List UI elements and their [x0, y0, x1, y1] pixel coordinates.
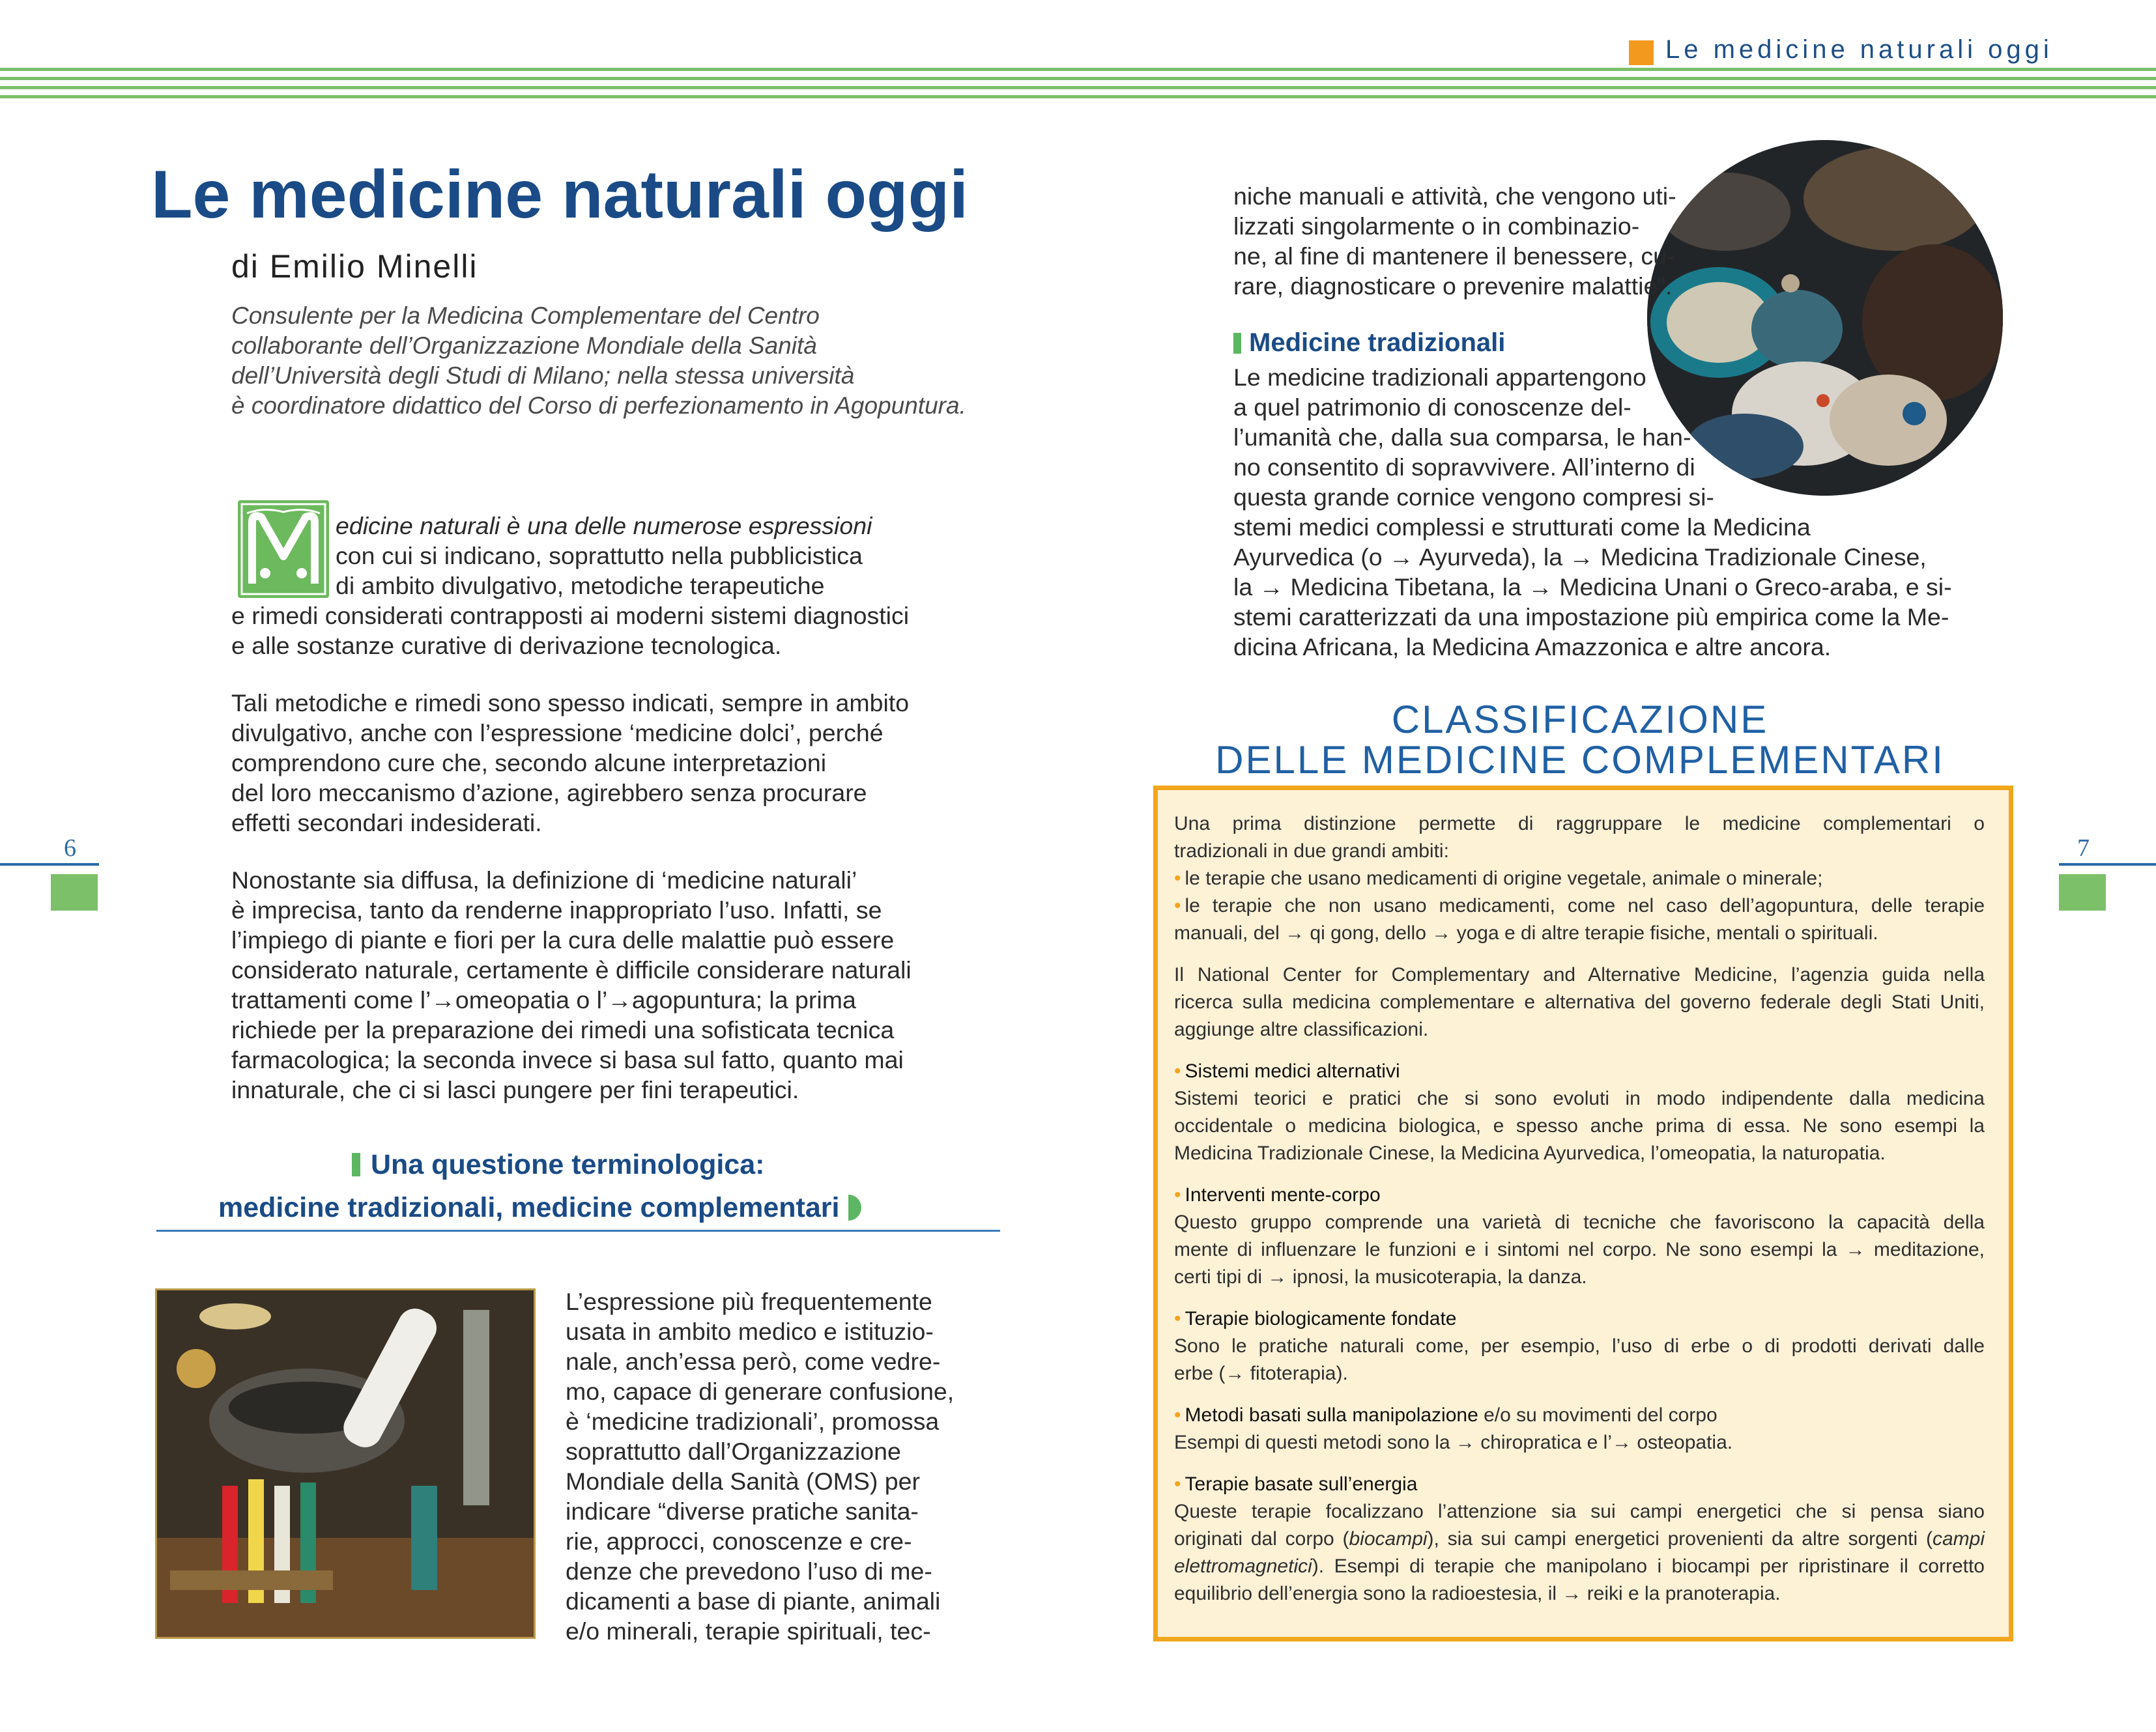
header-stripe [0, 95, 2156, 98]
bullet-icon: • [1174, 1473, 1181, 1495]
page-number-right: 7 [2077, 834, 2090, 862]
header-stripe [0, 77, 2156, 80]
section-heading-line2: medicine tradizionali, medicine complementari [218, 1192, 861, 1224]
paragraph-definizione: Nonostante sia diffusa, la definizione di ‘medicine naturali’ è imprecisa, tanto da renderne inappropriato l’uso. Infatti, se l’impiego di piante e fiori per la cura delle malattie può essere considerato naturale, certamente è difficile considerare naturali trattamenti come l’→omeopatia o l’→agopuntura; la prima richiede per la preparazione dei rimedi una sofisticata tecnica farmacologica; la seconda invece si basa sul fatto, quanto mai innaturale, che ci si lasci pungere per fini terapeutici. [231, 866, 912, 1103]
green-bar-icon [1233, 333, 1241, 354]
section-heading-line1: Una questione terminologica: [352, 1149, 764, 1181]
page-marker-box-left [51, 874, 98, 911]
mortar-pestle-image [157, 1290, 534, 1637]
subheading-medicine-tradizionali: Medicine tradizionali [1233, 328, 1505, 358]
page-marker-line-right [2059, 863, 2156, 866]
page-number-left: 6 [64, 834, 76, 862]
page-title: Le medicine naturali oggi [151, 157, 968, 233]
bullet-icon: • [1174, 1404, 1181, 1426]
herbal-remedies-photo [155, 1288, 536, 1639]
header-square-icon [1629, 40, 1654, 65]
bullet-icon: • [1174, 868, 1181, 889]
author-byline: di Emilio Minelli [231, 248, 478, 285]
author-bio: Consulente per la Medicina Complementare del Centro collaborante dell’Organizzazione Mondiale della Sanità dell’Università degli Studi di Milano; nella stessa università è coordinatore didattico del Corso di perfezionamento in Agopuntura. [231, 302, 966, 419]
green-bar-icon [352, 1153, 360, 1176]
header-stripe [0, 68, 2156, 71]
bullet-icon: • [1174, 1060, 1181, 1082]
classification-heading: CLASSIFICAZIONE DELLE MEDICINE COMPLEMENTARI [1215, 698, 1945, 782]
paragraph-espressione: L’espressione più frequentemente usata in ambito medico e istituzio- nale, anch’essa però, come vedre- mo, capace di generare confusione, è ‘medicine tradizionali’, promossa soprattutto dall’Organizzazione Mondiale della Sanità (OMS) per indicare “diverse pratiche sanita- rie, approcci, conoscenze e cre- denze che prevedono l’uso di me- dicamenti a base di piante, animali e/o minerali, terapie spirituali, tec- [566, 1288, 955, 1645]
intro-paragraph: edicine naturali è una delle numerose espressioni con cui si indicano, soprattutto nella pubblicistica di ambito divulgativo, metodiche terapeutiche e rimedi considerati contrapposti ai moderni sistemi diagnostici e alle sostanze curative di derivazione tecnologica. [231, 512, 910, 659]
page-marker-line-left [0, 863, 99, 866]
bullet-icon: • [1174, 895, 1181, 916]
paragraph-medicine-tradizionali: Le medicine tradizionali appartengono a quel patrimonio di conoscenze del- l’umanità che, dalla sua comparsa, le han- no consentito di sopravvivere. All’interno di questa grande cornice vengono compresi si- stemi medici complessi e strutturati come la Medicina Ayurvedica (o → Ayurveda), la → Medicina Tradizionale Cinese, la → Medicina Tibetana, la → Medicina Unani o Greco-araba, e si- stemi caratterizzati da una impostazione più empirica come la Me- dicina Africana, la Medicina Amazzonica e altre ancora. [1233, 363, 1952, 660]
classification-box-content: Una prima distinzione permette di raggruppare le medicine complementari o tradizionali in due grandi ambiti: • le terapie che usano medicamenti di origine vegetale, animale o minerale; • le terapie che non usano medicamenti, come nel caso dell’agopuntura, delle terapie manuali, del → qi gong, dello → yoga e di altre terapie fisiche, mentali o spirituali. Il National Center for Complementary and Alternative Medicine, l’agenzia guida nella ricerca sulla medicina complementare e alternativa del governo federale degli Stati Uniti, aggiunge altre classificazioni. • Sistemi medici alternativi Sistemi teorici e pratici che si sono evoluti in modo indipendente dalla medicina occidentale o medicina biologica, e spesso anche prima di essa. Ne sono esempi la Medicina Tradizionale Cinese, la Medicina Ayurvedica, l’omeopatia, la naturopatia. • Interventi mente-corpo Questo gruppo comprende una varietà di tecniche che favoriscono la capacità della mente di influenzare le funzioni e i sintomi nel corpo. Ne sono esempi la → meditazione, certi tipi di → ipnosi, la musicoterapia, la danza. • Terapie biologicamente fondate Sono le pratiche naturali come, per esempio, l’uso di erbe o di prodotti derivati dalle erbe (→ fitoterapia). • Metodi basati sulla manipolazione e/o su movimenti del corpo Esempi di questi metodi sono la → chiropratica e l’→ osteopatia. • Terapie basate sull’energia Queste terapie focalizzano l’attenzione sia sui campi energetici che si pensa siano originati dal corpo (biocampi), sia sui campi energetici provenienti da altre sorgenti (campi elettromagnetici). Esempi di terapie che manipolano i biocampi per ripristinare il corretto equilibrio dell’energia sono la radioestesia, il → reiki e la pranoterapia. [1174, 813, 1985, 1604]
paragraph-oms-continuation: niche manuali e attività, che vengono uti- lizzati singolarmente o in combinazio- ne, al fine di mantenere il benessere, cu- rare, diagnosticare o prevenire malattie”. [1233, 182, 1676, 300]
running-header: Le medicine naturali oggi [1665, 35, 2053, 64]
page-marker-box-right [2059, 874, 2106, 911]
header-stripe [0, 86, 2156, 89]
half-circle-icon [848, 1195, 861, 1221]
heading-rule [156, 1230, 1000, 1232]
paragraph-medicine-dolci: Tali metodiche e rimedi sono spesso indicati, sempre in ambito divulgativo, anche con l’espressione ‘medicine dolci’, perché comprendono cure che, secondo alcune interpretazioni del loro meccanismo d’azione, agirebbero senza procurare effetti secondari indesiderati. [231, 689, 910, 836]
bullet-icon: • [1174, 1184, 1181, 1206]
bullet-icon: • [1174, 1308, 1181, 1329]
